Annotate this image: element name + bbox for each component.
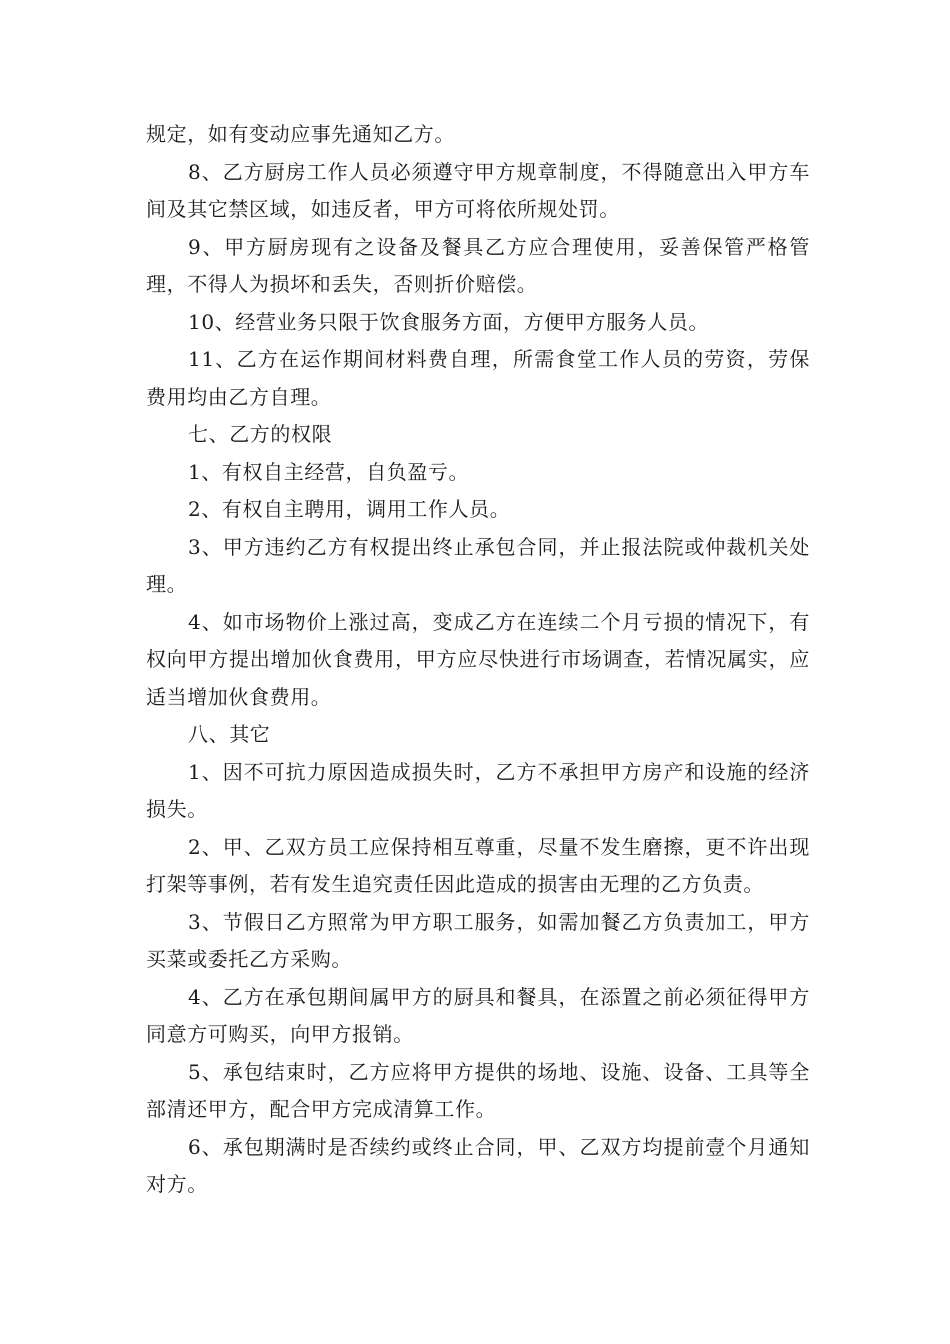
paragraph-other-5: 5、承包结束时，乙方应将甲方提供的场地、设施、设备、工具等全部清还甲方，配合甲方完成清算工作。	[146, 1059, 810, 1121]
document-body	[146, 116, 810, 1204]
paragraph-rights-3: 3、甲方违约乙方有权提出终止承包合同，并止报法院或仲裁机关处理。	[146, 534, 810, 596]
paragraph-other-3: 3、节假日乙方照常为甲方职工服务，如需加餐乙方负责加工，甲方买菜或委托乙方采购。	[146, 909, 810, 971]
paragraph-rights-4: 4、如市场物价上涨过高，变成乙方在连续二个月亏损的情况下，有权向甲方提出增加伙食费用，甲方应尽快进行市场调查，若情况属实，应适当增加伙食费用。	[146, 609, 810, 709]
section-heading-8: 八、其它	[188, 722, 271, 746]
paragraph-clause-8: 8、乙方厨房工作人员必须遵守甲方规章制度，不得随意出入甲方车间及其它禁区域，如违反者，甲方可将依所规处罚。	[146, 159, 810, 221]
paragraph-rights-1: 1、有权自主经营，自负盈亏。	[188, 459, 470, 484]
paragraph-continuation: 规定，如有变动应事先通知乙方。	[146, 122, 455, 146]
paragraph-clause-9: 9、甲方厨房现有之设备及餐具乙方应合理使用，妥善保管严格管理，不得人为损坏和丢失，否则折价赔偿。	[146, 234, 810, 296]
paragraph-rights-2: 2、有权自主聘用，调用工作人员。	[188, 497, 511, 521]
section-heading-7: 七、乙方的权限	[188, 422, 333, 446]
paragraph-other-1: 1、因不可抗力原因造成损失时，乙方不承担甲方房产和设施的经济损失。	[146, 759, 810, 821]
paragraph-other-4: 4、乙方在承包期间属甲方的厨具和餐具，在添置之前必须征得甲方同意方可购买，向甲方报销。	[146, 984, 810, 1046]
paragraph-clause-11: 11、乙方在运作期间材料费自理，所需食堂工作人员的劳资，劳保费用均由乙方自理。	[146, 347, 810, 409]
paragraph-clause-10: 10、经营业务只限于饮食服务方面，方便甲方服务人员。	[188, 309, 710, 334]
paragraph-other-2: 2、甲、乙双方员工应保持相互尊重，尽量不发生磨擦，更不许出现打架等事例，若有发生追究责任因此造成的损害由无理的乙方负责。	[146, 834, 810, 896]
paragraph-other-6: 6、承包期满时是否续约或终止合同，甲、乙双方均提前壹个月通知对方。	[146, 1134, 810, 1196]
